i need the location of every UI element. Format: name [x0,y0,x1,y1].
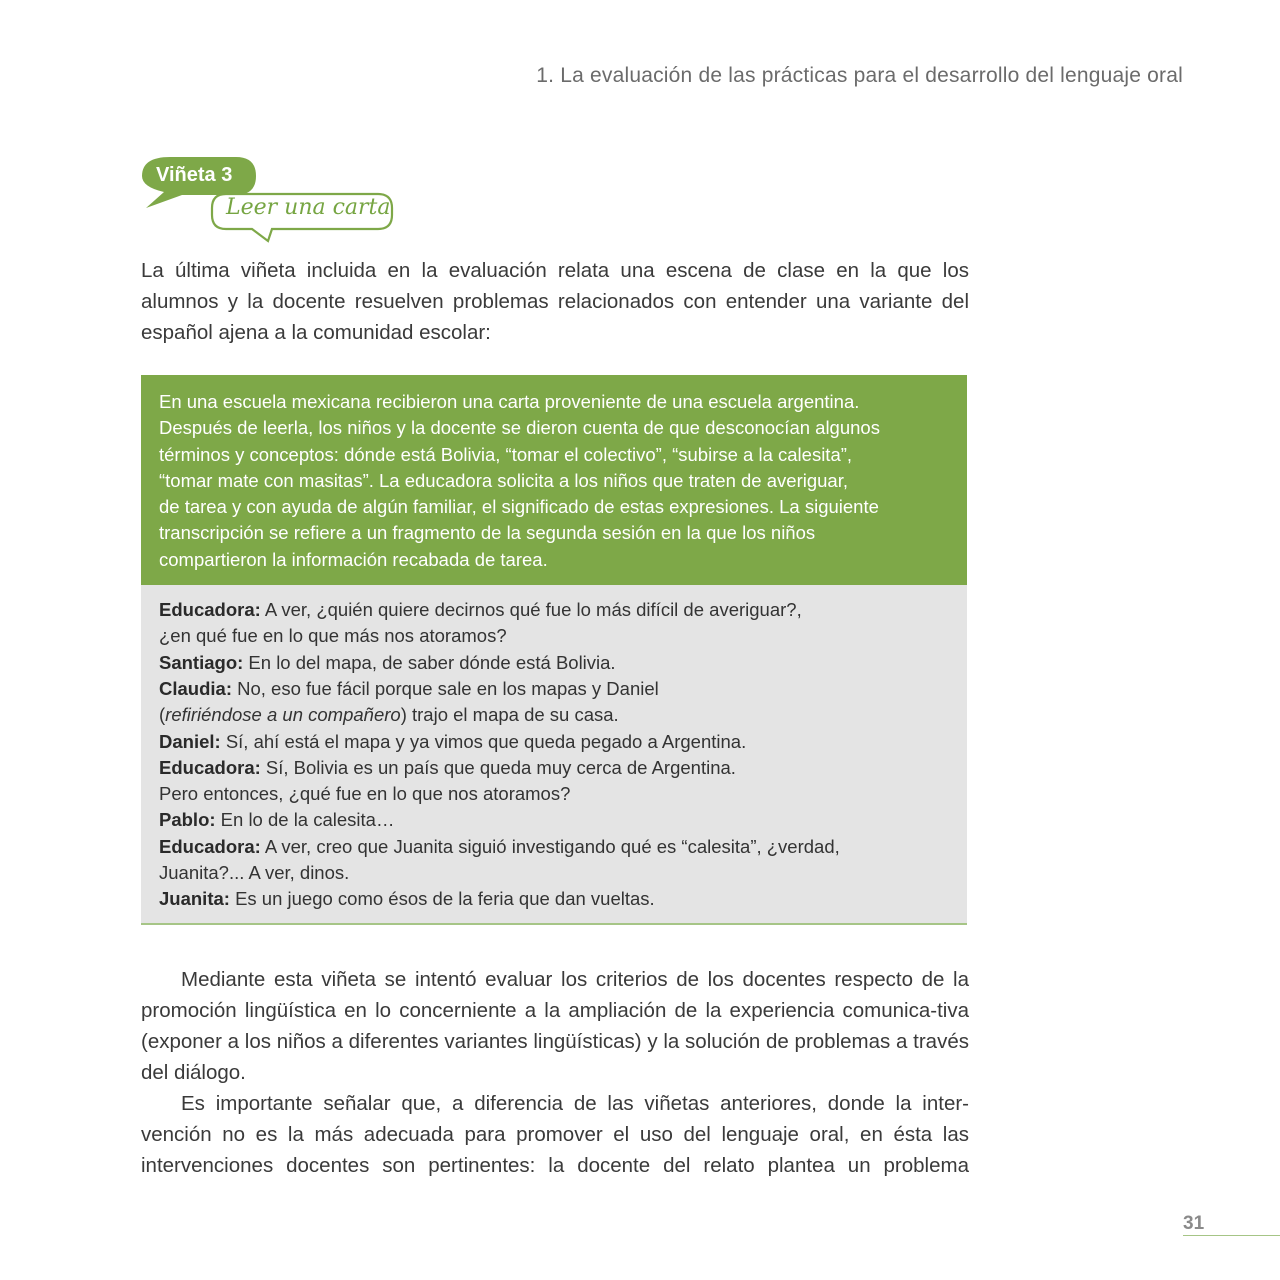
dialogue-line [159,623,949,649]
dialogue-text: ) trajo el mapa de su casa. [400,704,619,726]
context-line: transcripción se refiere a un fragmento de la segunda sesión en la que los niños [159,522,816,544]
body-paragraph: Es importante señalar que, a diferencia de las viñetas anteriores, donde la inter-vención no es la más adecuada para promover el uso del lenguaje oral, en ésta las intervenciones docentes son pertinentes: la docente del relato plantea un problema [141,1092,969,1177]
context-line: En una escuela mexicana recibieron una carta proveniente de una escuela argentina. [159,391,860,412]
dialogue-line [159,650,949,676]
speaker-name: Pablo: [159,809,216,831]
page-number-rule [1183,1235,1280,1236]
dialogue-text: Sí, Bolivia es un país que queda muy cerca de Argentina. [260,756,736,778]
page-number: 31 [1183,1213,1205,1234]
dialogue-line [159,729,949,755]
speaker-name: Claudia: [159,677,232,699]
dialogue-text: Pero entonces, ¿qué fue en lo que nos atoramos? [159,783,571,805]
dialogue-line [159,755,949,781]
dialogue-line [159,781,949,807]
dialogue-text: No, eso fue fácil porque sale en los mapas y Daniel [231,677,659,699]
dialogue-text: ( [159,704,166,726]
vignette-title: Leer una carta [226,195,391,220]
dialogue-text: Es un juego como ésos de la feria que dan vueltas. [229,888,655,910]
speaker-name: Santiago: [159,651,244,673]
dialogue-line [159,886,949,912]
running-header: 1. La evaluación de las prácticas para el desarrollo del lenguaje oral [536,64,1183,87]
case-transcript [141,585,967,925]
speaker-name: Juanita: [159,888,230,910]
dialogue-line [159,834,949,860]
speaker-name: Daniel: [159,730,221,752]
speaker-name: Educadora: [159,756,261,778]
dialogue-text: A ver, creo que Juanita siguió investigando qué es “calesita”, ¿verdad, [260,835,840,857]
body-paragraph: Mediante esta viñeta se intentó evaluar los criterios de los docentes respecto de la promoción lingüística en lo concerniente a la ampliación de la experiencia comunica-tiva (exponer a los niños a diferentes variantes lingüísticas) y la solución de problemas a través del diálogo. [141,968,969,1084]
body-text [141,964,969,1181]
dialogue-text: Sí, ahí está el mapa y ya vimos que queda pegado a Argentina. [220,730,747,752]
dialogue-line [159,676,949,702]
speaker-name: Educadora: [159,835,261,857]
vignette-number: Viñeta 3 [156,164,233,186]
context-line: términos y conceptos: dónde está Bolivia, “tomar el colectivo”, “subirse a la calesita”, [159,443,853,465]
dialogue-line [159,860,949,886]
dialogue-line [159,807,949,833]
dialogue-line [159,597,949,623]
vignette-label [140,152,410,244]
context-line: de tarea y con ayuda de algún familiar, el significado de estas expresiones. La siguiente [159,496,879,518]
dialogue-text: A ver, ¿quién quiere decirnos qué fue lo más difícil de averiguar?, [260,599,802,621]
dialogue-line [159,702,949,728]
context-line: Después de leerla, los niños y la docente se dieron cuenta de que desconocían algunos [159,417,880,439]
dialogue-text: En lo de la calesita… [215,809,395,831]
case-context [141,375,967,585]
speaker-name: Educadora: [159,599,261,621]
intro-paragraph: La última viñeta incluida en la evaluación relata una escena de clase en la que los alumnos y la docente resuelven problemas relacionados con entender una variante del español ajena a la comunidad escolar: [141,259,969,344]
context-line: compartieron la información recabada de tarea. [159,548,548,570]
dialogue-text: Juanita?... A ver, dinos. [159,862,350,884]
dialogue-text: En lo del mapa, de saber dónde está Bolivia. [243,651,616,673]
dialogue-text: ¿en qué fue en lo que más nos atoramos? [159,625,507,647]
case-box [141,375,967,925]
context-line: “tomar mate con masitas”. La educadora solicita a los niños que traten de averiguar, [159,469,848,491]
stage-direction: refiriéndose a un compañero [165,704,401,726]
